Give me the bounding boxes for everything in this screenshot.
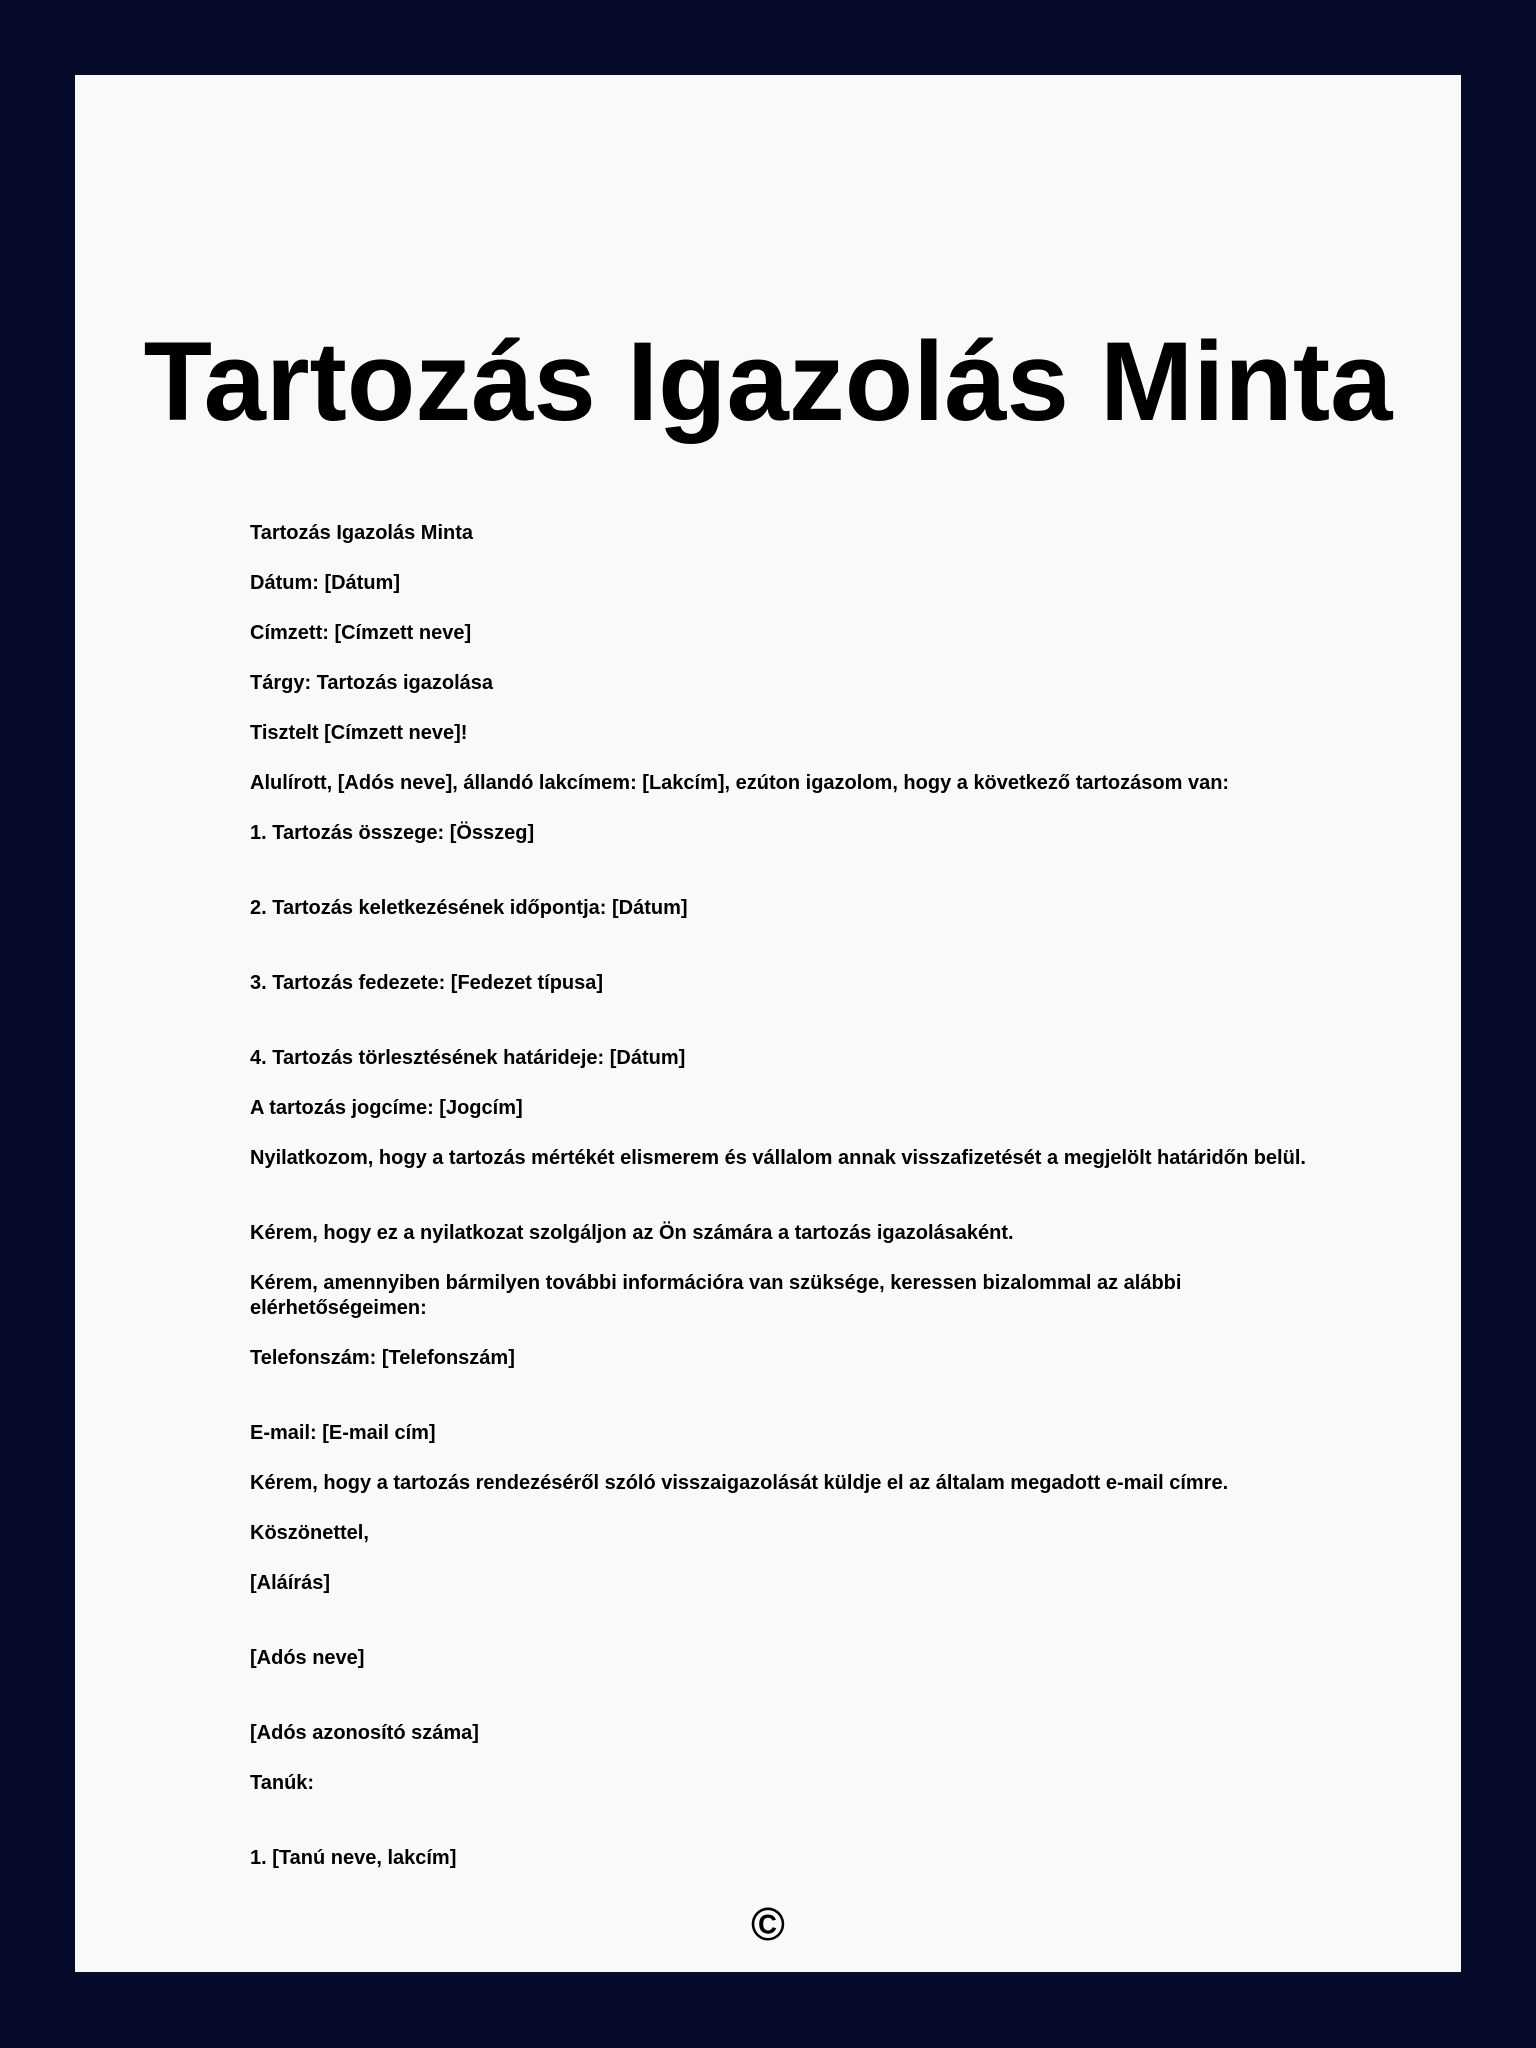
document-page bbox=[75, 75, 1461, 1972]
subject-line: Tárgy: Tartozás igazolása bbox=[250, 672, 494, 694]
witness-item: 1. [Tanú neve, lakcím] bbox=[250, 1847, 457, 1869]
signature-line: [Aláírás] bbox=[250, 1572, 331, 1594]
debtor-name-line: [Adós neve] bbox=[250, 1647, 365, 1669]
document-title: Tartozás Igazolás Minta bbox=[143, 319, 1393, 444]
list-item-collateral: 3. Tartozás fedezete: [Fedezet típusa] bbox=[250, 972, 604, 994]
recipient-line: Címzett: [Címzett neve] bbox=[250, 622, 472, 644]
closing-line: Köszönettel, bbox=[250, 1522, 369, 1544]
legal-title-line: A tartozás jogcíme: [Jogcím] bbox=[250, 1097, 523, 1119]
confirmation-request-line: Kérem, hogy a tartozás rendezéséről szóló visszaigazolását küldje el az általam megadott e-mail címre. bbox=[250, 1472, 1229, 1494]
debtor-id-line: [Adós azonosító száma] bbox=[250, 1722, 479, 1744]
body-heading: Tartozás Igazolás Minta bbox=[250, 522, 474, 544]
salutation-line: Tisztelt [Címzett neve]! bbox=[250, 722, 468, 744]
contact-paragraph: Kérem, amennyiben bármilyen további információra van szüksége, keressen bizalommal az alábbi elérhetőségeimen: bbox=[250, 1272, 1182, 1319]
phone-line: Telefonszám: [Telefonszám] bbox=[250, 1347, 515, 1369]
copyright-icon: © bbox=[751, 1898, 785, 1950]
witnesses-heading: Tanúk: bbox=[250, 1772, 315, 1794]
request-paragraph: Kérem, hogy ez a nyilatkozat szolgáljon az Ön számára a tartozás igazolásaként. bbox=[250, 1222, 1014, 1244]
acknowledgement-paragraph: Nyilatkozom, hogy a tartozás mértékét elismerem és vállalom annak visszafizetését a megjelölt határidőn belül. bbox=[250, 1147, 1306, 1169]
list-item-deadline: 4. Tartozás törlesztésének határideje: [Dátum] bbox=[250, 1047, 686, 1069]
list-item-amount: 1. Tartozás összege: [Összeg] bbox=[250, 822, 535, 844]
date-line: Dátum: [Dátum] bbox=[250, 572, 400, 594]
email-line: E-mail: [E-mail cím] bbox=[250, 1422, 436, 1444]
list-item-origin-date: 2. Tartozás keletkezésének időpontja: [Dátum] bbox=[250, 897, 688, 919]
declaration-line: Alulírott, [Adós neve], állandó lakcímem: [Lakcím], ezúton igazolom, hogy a következő tartozásom van: bbox=[250, 772, 1230, 794]
